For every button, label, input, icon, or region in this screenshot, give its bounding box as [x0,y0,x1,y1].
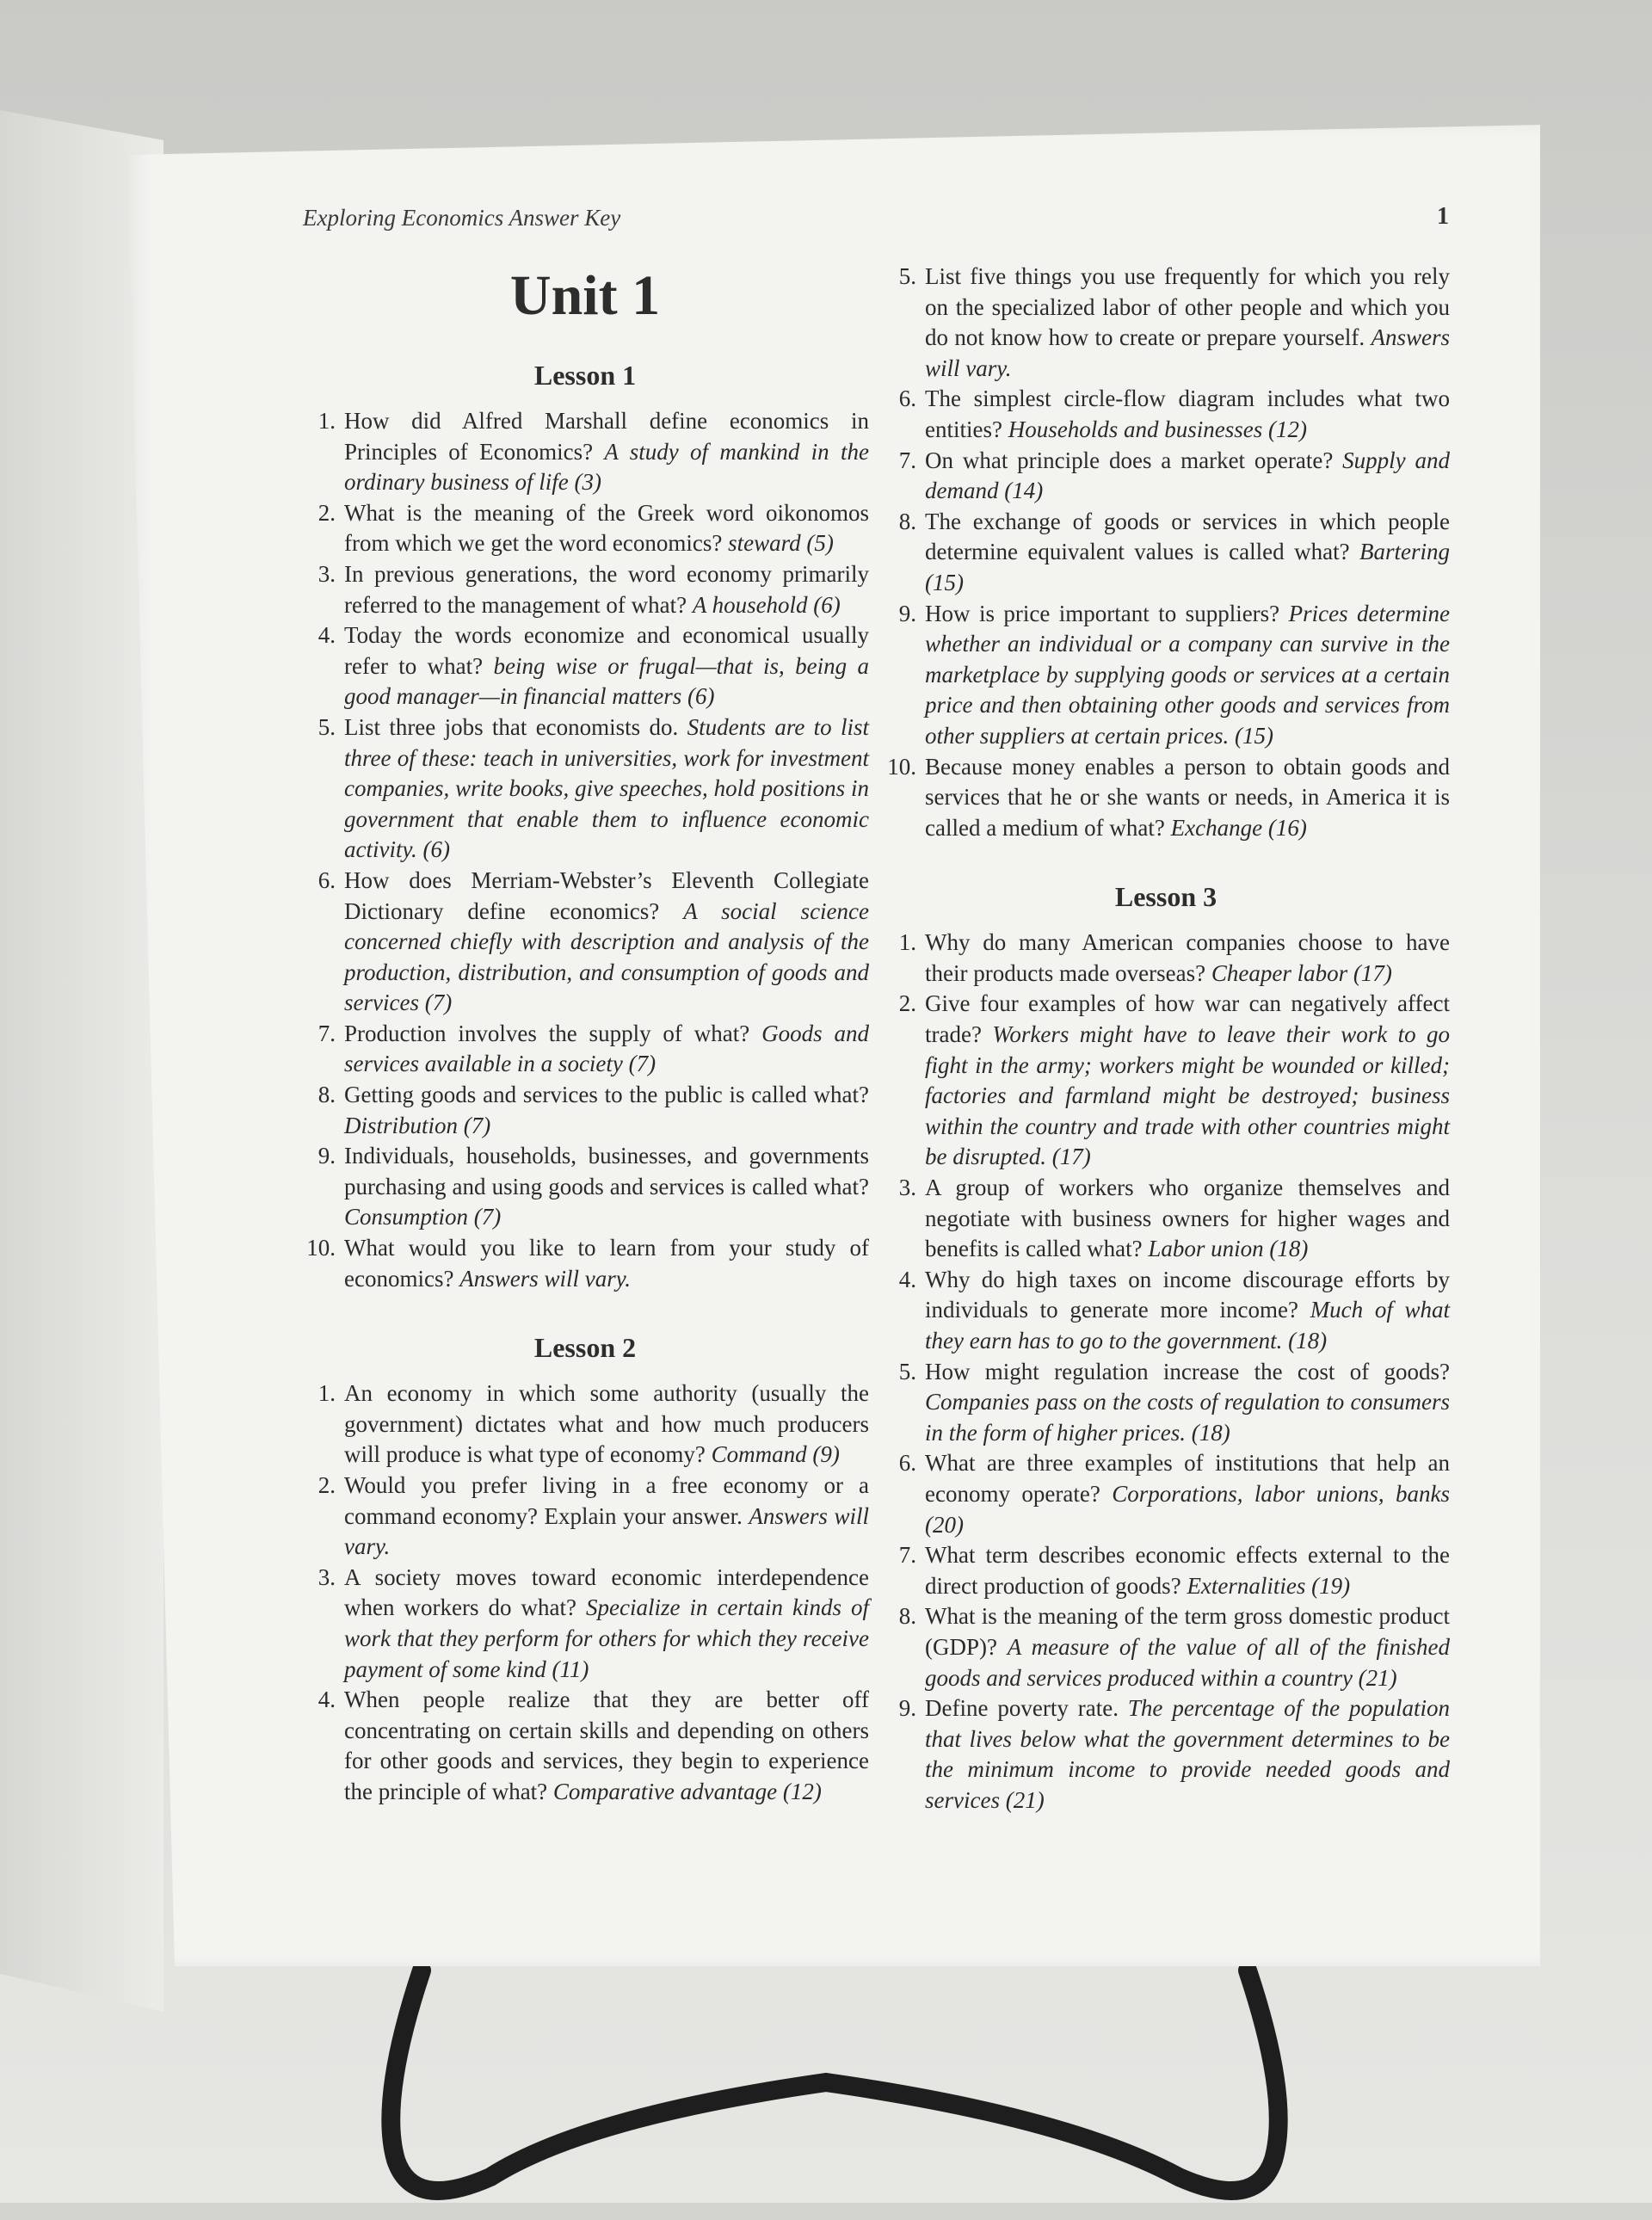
question-number: 2. [898,990,916,1017]
question-text: Why do high taxes on income discourage efforts by individuals to generate more income? [925,1266,1450,1323]
answer-text: Households and businesses (12) [1008,416,1307,442]
question-text: A society moves toward economic interdependence when workers do what? [344,1563,869,1621]
answer-text: A household (6) [692,591,841,618]
lesson-title: Lesson 3 [1114,881,1217,913]
question-item [301,1378,869,1471]
question-item [882,384,1450,445]
question-text: What is the meaning of the Greek word oikonomos from which we get the word economics? [344,499,869,557]
question-item [301,620,869,712]
answer-text: Prices determine whether an individual or a company can survive in the marketplace by supplying goods or services at a certain price and then obtaining other goods and services from other suppliers at certain prices. (15) [925,600,1451,749]
lesson-section [882,878,1450,1816]
question-text: What is the meaning of the term gross domestic product (GDP)? [925,1603,1450,1660]
book-stand [361,1962,1308,2220]
question-item [882,928,1450,989]
question-item [301,406,869,498]
question-text: Would you prefer living in a free economy or a command economy? Explain your answer. [344,1472,869,1529]
page-number: 1 [1437,203,1449,230]
question-text: In previous generations, the word economy primarily referred to the management of what? [344,560,869,618]
answer-text: Distribution (7) [344,1112,491,1138]
left-column [301,258,869,1808]
question-item [301,1685,869,1807]
question-item [301,498,869,559]
question-text: On what principle does a market operate? [925,447,1334,473]
question-number: 9. [898,1695,916,1722]
question-number: 5. [898,263,916,289]
answer-text: A study of mankind in the ordinary business of life (3) [344,438,869,496]
question-item [882,1173,1450,1265]
question-text: What are three examples of institutions that help an economy operate? [925,1450,1450,1507]
question-item [882,1693,1450,1816]
question-number: 2. [317,499,336,526]
question-text: Production involves the supply of what? [344,1020,750,1046]
question-text: When people realize that they are better off concentrating on certain skills and depending on others for other goods and services, they begin to experience the principle of what? [344,1687,869,1804]
question-number: 8. [898,508,916,534]
answer-text: A measure of the value of all of the finished goods and services produced within a country (21) [925,1633,1450,1691]
question-text: How does Merriam-Webster’s Eleventh Collegiate Dictionary define economics? [344,866,869,924]
question-item [301,1471,869,1563]
answer-text: Specialize in certain kinds of work that they perform for others for which they receive payment of some kind (11) [344,1594,869,1682]
answer-text: Answers will vary. [459,1265,631,1292]
answer-text: being wise or frugal—that is, being a good manager—in financial matters (6) [344,652,869,710]
answer-text: Bartering (15) [925,539,1451,595]
question-number: 1. [898,929,916,956]
question-text: How is price important to suppliers? [925,600,1280,626]
question-item [301,1563,869,1685]
question-number: 7. [317,1020,336,1046]
answer-text: Exchange (16) [1170,814,1307,841]
question-text: Today the words economize and economical usually refer to what? [344,622,869,679]
question-number: 3. [898,1175,916,1201]
answer-text: Companies pass on the costs of regulation to consumers in the form of higher prices. (18) [925,1389,1450,1446]
question-list [882,928,1450,1816]
question-text: What term describes economic effects external to the direct production of goods? [925,1542,1450,1599]
question-item [882,1448,1450,1540]
question-number: 5. [898,1358,916,1384]
question-item [882,989,1450,1173]
question-number: 7. [898,447,916,473]
question-number: 2. [317,1472,336,1498]
answer-text: The percentage of the population that lives below what the government determines to be the minimum income to provide needed goods and services (21) [925,1695,1451,1813]
question-text: How might regulation increase the cost of goods? [925,1358,1450,1384]
question-text: What would you like to learn from your study of economics? [344,1235,869,1292]
answer-text: Comparative advantage (12) [552,1778,822,1804]
question-number: 1. [317,1380,336,1407]
question-item [301,712,869,866]
question-number: 10. [306,1235,336,1261]
question-item [301,559,869,620]
answer-text: Workers might have to leave their work to go fight in the army; workers might be wounded or killed; factories and farmland might be destroyed; business within the country and trade with other countries might be disrupted. (17) [925,1021,1451,1170]
lesson-title: Lesson 2 [533,1332,637,1364]
question-number: 6. [898,385,916,412]
question-number: 8. [317,1082,336,1108]
question-number: 3. [317,560,336,587]
question-item [301,1080,869,1141]
question-item [882,446,1450,507]
question-item [882,262,1450,384]
answer-text: Answers will vary. [925,324,1450,381]
answer-text: Corporations, labor unions, banks (20) [925,1480,1451,1538]
question-number: 9. [317,1143,336,1169]
question-item [301,1141,869,1233]
question-item [882,1601,1450,1693]
question-item [882,507,1450,599]
question-list [882,262,1450,843]
question-text: The simplest circle-flow diagram includes what two entities? [925,385,1450,442]
question-number: 9. [898,600,916,626]
question-number: 1. [317,408,336,434]
question-number: 5. [317,713,336,740]
question-text: Individuals, households, businesses, and governments purchasing and using goods and services is called what? [344,1143,869,1199]
unit-title: Unit 1 [509,264,661,327]
question-text: List five things you use frequently for which you rely on the specialized labor of other people and which you do not know how to create or prepare yourself. [925,263,1450,351]
question-number: 6. [898,1450,916,1477]
lesson-section-continued [882,262,1450,843]
question-text: Because money enables a person to obtain goods and services that he or she wants or needs, in America it is called a medium of what? [925,753,1450,841]
question-number: 10. [887,753,916,780]
question-text: List three jobs that economists do. [344,713,679,740]
lesson-section [301,356,869,1294]
question-item [882,599,1450,752]
question-item [882,1265,1450,1357]
question-item [882,1357,1450,1449]
answer-text: Command (9) [711,1441,840,1468]
right-column [882,262,1450,1816]
question-number: 4. [317,622,336,649]
answer-text: Externalities (19) [1187,1572,1351,1599]
question-text: Getting goods and services to the public is called what? [344,1082,869,1108]
question-number: 6. [317,866,336,893]
answer-text: Cheaper labor (17) [1211,959,1392,986]
answer-text: steward (5) [728,530,834,557]
question-text: How did Alfred Marshall define economics in Principles of Economics? [344,408,869,465]
question-item [882,1540,1450,1601]
question-text: Why do many American companies choose to have their products made overseas? [925,929,1450,986]
lesson-section [301,1329,869,1807]
question-number: 7. [898,1542,916,1569]
running-head: Exploring Economics Answer Key [303,205,621,231]
question-list [301,406,869,1294]
question-item [301,1019,869,1080]
answer-text: Goods and services available in a society (7) [344,1020,869,1077]
answer-text: Students are to list three of these: teach in universities, work for investment companies, write books, give speeches, hold positions in government that enable them to influence economic activity. (6) [344,713,869,863]
question-number: 4. [898,1266,916,1292]
answer-text: Consumption (7) [344,1204,502,1230]
answer-text: A social science concerned chiefly with description and analysis of the production, distribution, and consumption of goods and services (7) [344,897,869,1016]
answer-text: Much of what they earn has to go to the government. (18) [925,1297,1451,1354]
question-text: Give four examples of how war can negatively affect trade? [925,990,1450,1048]
answer-text: Answers will vary. [344,1502,869,1560]
answer-text: Labor union (18) [1148,1236,1309,1262]
lesson-title: Lesson 1 [533,360,637,391]
question-number: 4. [317,1687,336,1713]
question-item [882,752,1450,844]
question-text: A group of workers who organize themselves and negotiate with business owners for higher wages and benefits is called what? [925,1175,1450,1262]
question-text: The exchange of goods or services in which people determine equivalent values is called what? [925,508,1450,565]
question-number: 8. [898,1603,916,1630]
question-text: An economy in which some authority (usually the government) dictates what and how much producers will produce is what type of economy? [344,1380,869,1468]
question-item [301,1233,869,1294]
answer-text: Supply and demand (14) [925,447,1450,504]
question-list [301,1378,869,1807]
question-number: 3. [317,1563,336,1590]
question-item [301,866,869,1019]
question-text: Define poverty rate. [925,1695,1119,1722]
